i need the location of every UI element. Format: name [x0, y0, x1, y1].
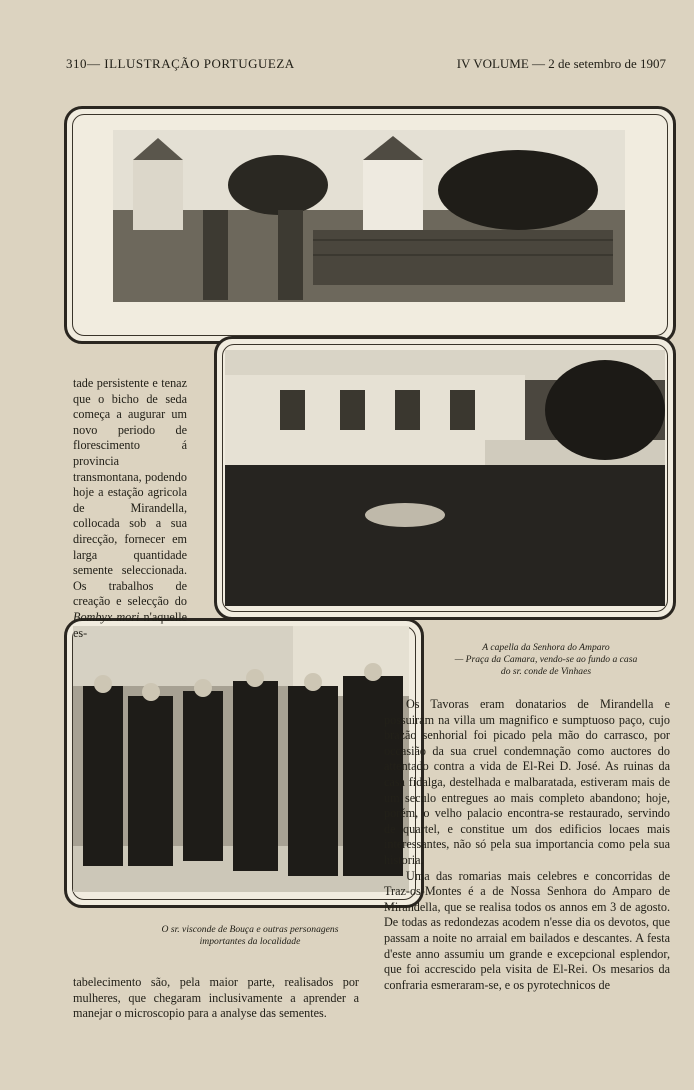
caption-chapel-line1: A capella da Senhora do Amparo [482, 642, 610, 653]
photo-chapel [113, 130, 625, 302]
page-header [66, 56, 666, 78]
caption-chapel [420, 642, 672, 678]
bottom-left-text: tabelecimento são, pela maior parte, realisados por mulheres, que chegaram inclusivamente a aprender a manejar o microscopio para a analyse das sementes. [73, 975, 359, 1021]
caption-chapel-line2: — Praça da Camara, vendo-se ao fundo a casa [454, 654, 638, 665]
header-issue: IV VOLUME — 2 de setembro de 1907 [456, 56, 666, 71]
left-column-part1: tade persistente e tenaz que o bicho de seda começa a augurar um novo periodo de florescimento á provincia transmontana, podendo hoje a estação agricola de Mirandella, collocada sob a sua direcção, fornecer em larga quantidade semente seleccionada. Os trabalhos de creação e selecção do [73, 376, 187, 609]
caption-personages [100, 924, 400, 948]
left-column-part2: n'aquelle es- [73, 609, 188, 640]
photo-personages [73, 626, 409, 892]
header-title: 310— ILLUSTRAÇÃO PORTUGUEZA [66, 56, 295, 71]
caption-personages-line1: O sr. visconde de Bouça e outras personagens [161, 924, 339, 935]
caption-personages-line2: importantes da localidade [199, 936, 301, 947]
right-column-p2: Uma das romarias mais celebres e concorridas de Traz-os-Montes é a de Nossa Senhora do Amparo de Mirandella, que se realisa todos os annos em 3 de agosto. De todas as redondezas acodem n'esse dia os devotos, que passam a noite no arraial em bailados e descantes. A festa d'este anno assumiu um grande e excepcional esplendor, que foi accrescido pela visita de El-Rei. Os mesarios da confraria esmeraram-se, e os pyrotechnicos de [384, 868, 670, 992]
left-column-text [73, 376, 187, 641]
right-column-p1: Os Tavoras eram donatarios de Mirandella e possuiram na villa um magnifico e sumptuoso paço, cujo brazão senhorial foi picado pela mão do carrasco, por occasião da sua cruel condemnação como auctores do attentado contra a vida de El-Rei D. José. As ruinas da casa fidalga, destelhada e malbaratada, estiveram mais de um seculo entregues ao mais completo abandono; hoje, porém, o velho palacio encontra-se restaurado, servindo de quartel, e constitue um dos edificios locaes mais interessantes, não só pela sua importancia como pela sua historia. [384, 697, 670, 867]
caption-chapel-line3: do sr. conde de Vinhaes [500, 666, 592, 677]
left-column-italic: Bombyx mori [73, 609, 140, 624]
photo-crowd [225, 350, 665, 606]
right-column-text [384, 697, 670, 993]
